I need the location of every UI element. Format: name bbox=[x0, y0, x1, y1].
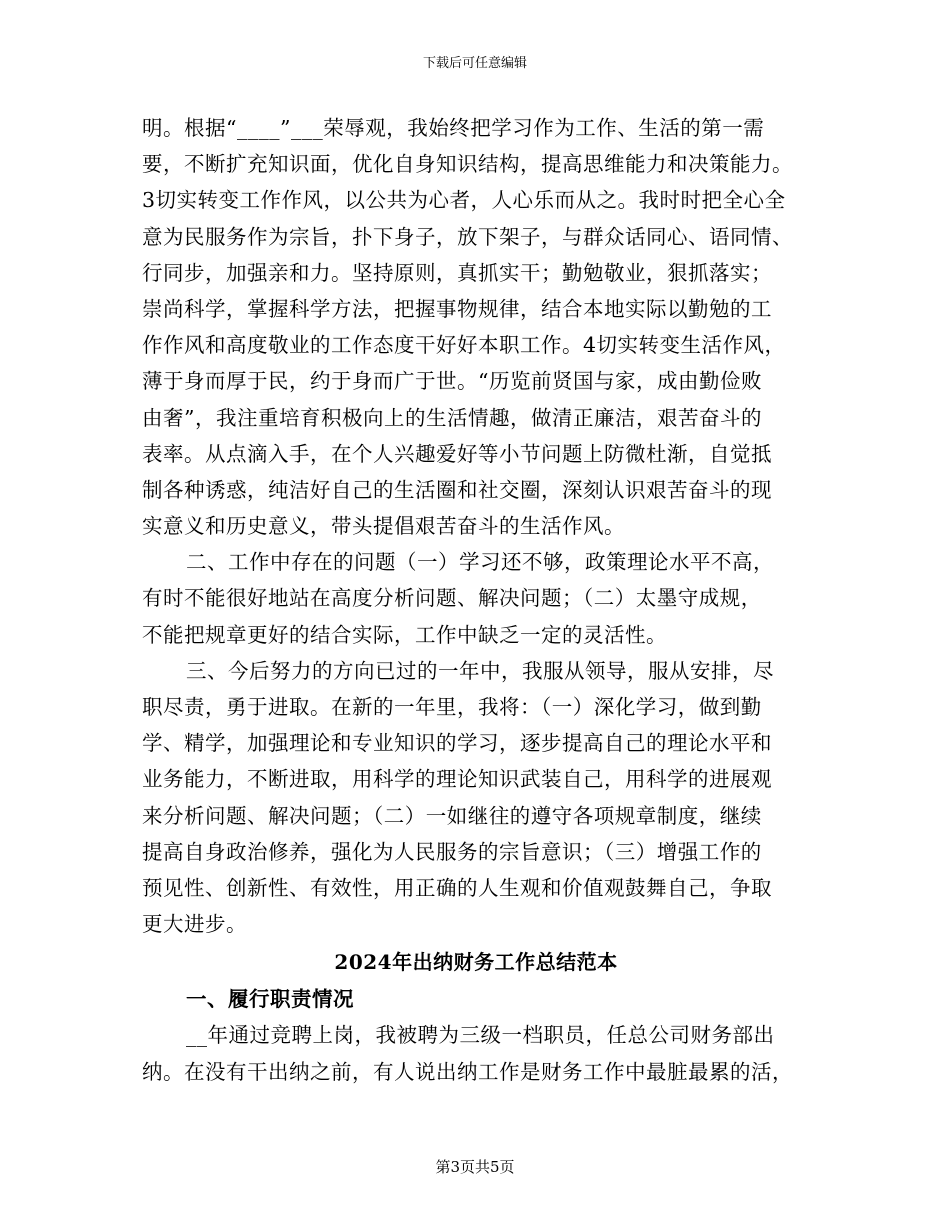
document-body bbox=[142, 110, 810, 1090]
text-line: 预见性、创新性、有效性，用正确的人生观和价值观鼓舞自己，争取 bbox=[142, 875, 772, 900]
document-title: 2024年出纳财务工作总结范本 bbox=[334, 950, 618, 975]
text-line: 崇尚科学，掌握科学方法，把握事物规律，结合本地实际以勤勉的工 bbox=[142, 296, 772, 321]
section-heading: 一、履行职责情况 bbox=[186, 987, 354, 1012]
text-line: 来分析问题、解决问题；（二）一如继往的遵守各项规章制度，继续 bbox=[142, 803, 762, 828]
text-line: 作作风和高度敬业的工作态度干好好本职工作。4切实转变生活作风， bbox=[142, 333, 786, 358]
text-line: 行同步，加强亲和力。坚持原则，真抓实干；勤勉敬业，狠抓落实； bbox=[142, 260, 772, 285]
text-line: 业务能力，不断进取，用科学的理论知识武装自己，用科学的进展观 bbox=[142, 767, 772, 792]
text-line: 明。根据“____”___荣辱观，我始终把学习作为工作、生活的第一需 bbox=[142, 116, 765, 140]
text-line: 更大进步。 bbox=[142, 912, 247, 937]
text-line: 要，不断扩充知识面，优化自身知识结构，提高思维能力和决策能力。 bbox=[142, 152, 793, 177]
page-footer: 第3页共5页 bbox=[435, 1158, 515, 1176]
paragraph-future-direction bbox=[142, 653, 810, 943]
text-line: 制各种诱惑，纯洁好自己的生活圈和社交圈，深刻认识艰苦奋斗的现 bbox=[142, 477, 772, 502]
paragraph-problems bbox=[142, 544, 810, 653]
text-line: 有时不能很好地站在高度分析问题、解决问题；（二）太墨守成规， bbox=[142, 586, 762, 611]
text-line: 职尽责，勇于进取。在新的一年里，我将：（一）深化学习，做到勤 bbox=[142, 695, 762, 719]
text-line: __年通过竞聘上岗，我被聘为三级一档职员，任总公司财务部出 bbox=[186, 1023, 775, 1048]
text-line: 由奢”，我注重培育积极向上的生活情趣，做清正廉洁，艰苦奋斗的 bbox=[142, 405, 762, 430]
text-line: 二、工作中存在的问题（一）学习还不够，政策理论水平不高， bbox=[186, 550, 774, 575]
page-header: 下载后可任意编辑 bbox=[422, 56, 527, 71]
text-line: 3切实转变工作作风，以公共为心者，人心乐而从之。我时时把全心全 bbox=[142, 188, 786, 213]
text-line: 三、今后努力的方向已过的一年中，我服从领导，服从安排，尽 bbox=[186, 658, 774, 683]
text-line: 实意义和历史意义，带头提倡艰苦奋斗的生活作风。 bbox=[142, 514, 625, 539]
text-line: 学、精学，加强理论和专业知识的学习，逐步提高自己的理论水平和 bbox=[142, 731, 772, 756]
paragraph-duties bbox=[142, 1017, 810, 1089]
text-line: 提高自身政治修养，强化为人民服务的宗旨意识；（三）增强工作的 bbox=[142, 839, 762, 864]
text-line: 表率。从点滴入手，在个人兴趣爱好等小节问题上防微杜渐，自觉抵 bbox=[142, 441, 772, 466]
text-line: 薄于身而厚于民，约于身而广于世。“历览前贤国与家，成由勤俭败 bbox=[142, 369, 762, 394]
text-line: 纳。在没有干出纳之前，有人说出纳工作是财务工作中最脏最累的活， bbox=[142, 1059, 793, 1084]
text-line: 不能把规章更好的结合实际，工作中缺乏一定的灵活性。 bbox=[142, 622, 667, 647]
text-line: 意为民服务作为宗旨，扑下身子，放下架子，与群众话同心、语同情、 bbox=[142, 224, 793, 249]
paragraph-continuation bbox=[142, 110, 810, 544]
